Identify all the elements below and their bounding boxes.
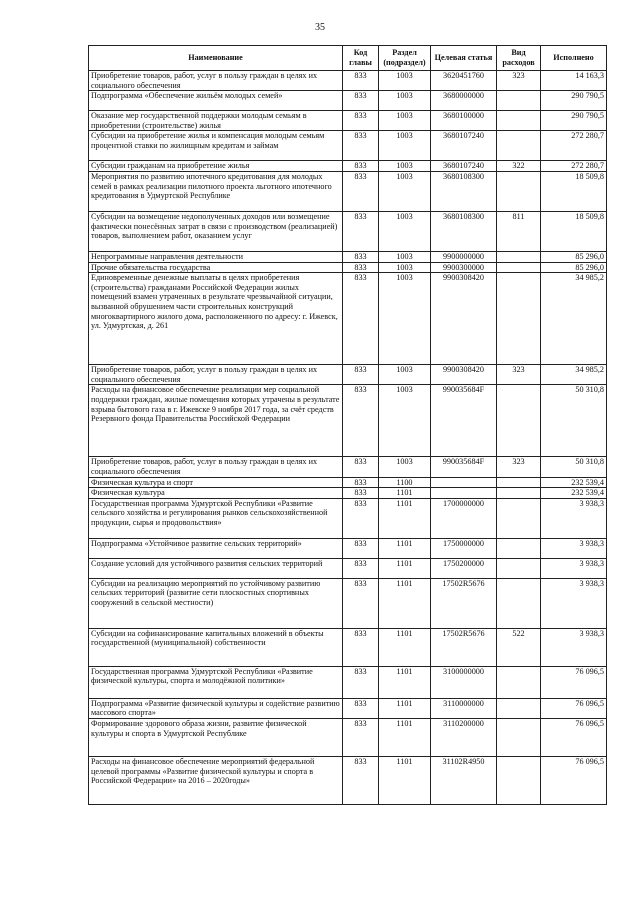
- table-row: [89, 698, 607, 718]
- row-type: [497, 273, 541, 365]
- row-amount: 76 096,5: [541, 666, 607, 698]
- row-type: [497, 131, 541, 161]
- table-row: [89, 131, 607, 161]
- row-name: Субсидии на реализацию мероприятий по устойчивому развитию сельских территорий (развитие сети плоскостных спортивных сооружений в сельской местности): [89, 578, 343, 628]
- table-row: [89, 365, 607, 385]
- row-section: 1101: [379, 666, 431, 698]
- row-code: 833: [343, 718, 379, 756]
- row-article: [431, 477, 497, 488]
- row-code: 833: [343, 457, 379, 477]
- row-name: Прочие обязательства государства: [89, 262, 343, 273]
- row-amount: 3 938,3: [541, 578, 607, 628]
- row-name: Физическая культура и спорт: [89, 477, 343, 488]
- row-article: 17502R5676: [431, 628, 497, 666]
- row-name: Субсидии гражданам на приобретение жилья: [89, 161, 343, 172]
- row-code: 833: [343, 698, 379, 718]
- row-section: 1003: [379, 262, 431, 273]
- row-amount: 50 310,8: [541, 385, 607, 457]
- row-type: [497, 756, 541, 804]
- row-type: [497, 666, 541, 698]
- row-type: [497, 718, 541, 756]
- row-article: 9900308420: [431, 273, 497, 365]
- row-code: 833: [343, 538, 379, 558]
- row-section: 1101: [379, 698, 431, 718]
- row-amount: 50 310,8: [541, 457, 607, 477]
- row-code: 833: [343, 628, 379, 666]
- row-article: 17502R5676: [431, 578, 497, 628]
- table-row: [89, 628, 607, 666]
- row-name: Государственная программа Удмуртской Республики «Развитие сельского хозяйства и регулирования рынков сельскохозяйственной продукции, сырья и продовольствия»: [89, 498, 343, 538]
- row-code: 833: [343, 262, 379, 273]
- row-type: [497, 498, 541, 538]
- row-amount: 232 539,4: [541, 477, 607, 488]
- row-amount: 76 096,5: [541, 698, 607, 718]
- row-name: Физическая культура: [89, 488, 343, 499]
- row-type: 322: [497, 161, 541, 172]
- row-amount: 3 938,3: [541, 498, 607, 538]
- row-article: 3620451760: [431, 71, 497, 91]
- header-section: Раздел (подраздел): [379, 46, 431, 71]
- row-type: 323: [497, 457, 541, 477]
- row-name: Мероприятия по развитию ипотечного кредитования для молодых семей в рамках реализации пилотного проекта льготного ипотечного кредитования в Удмуртской Республике: [89, 171, 343, 211]
- row-section: 1003: [379, 273, 431, 365]
- row-amount: 290 790,5: [541, 91, 607, 111]
- row-code: 833: [343, 385, 379, 457]
- row-article: 9900000000: [431, 251, 497, 262]
- row-type: 323: [497, 365, 541, 385]
- row-section: 1101: [379, 488, 431, 499]
- row-section: 1101: [379, 578, 431, 628]
- row-amount: 18 509,8: [541, 171, 607, 211]
- row-article: 9900300000: [431, 262, 497, 273]
- row-name: Подпрограмма «Обеспечение жильём молодых семей»: [89, 91, 343, 111]
- row-type: [497, 251, 541, 262]
- row-section: 1003: [379, 365, 431, 385]
- row-code: 833: [343, 91, 379, 111]
- row-article: 1750000000: [431, 538, 497, 558]
- table-row: [89, 111, 607, 131]
- row-section: 1003: [379, 131, 431, 161]
- row-code: 833: [343, 498, 379, 538]
- row-name: Оказание мер государственной поддержки молодым семьям в приобретении (строительстве) жилья: [89, 111, 343, 131]
- row-code: 833: [343, 71, 379, 91]
- table-row: [89, 71, 607, 91]
- table-row: [89, 262, 607, 273]
- row-section: 1100: [379, 477, 431, 488]
- row-article: 990035684F: [431, 457, 497, 477]
- row-code: 833: [343, 756, 379, 804]
- row-article: 3680100000: [431, 111, 497, 131]
- row-name: Непрограммные направления деятельности: [89, 251, 343, 262]
- row-amount: 272 280,7: [541, 161, 607, 172]
- row-amount: 290 790,5: [541, 111, 607, 131]
- page-number: 35: [315, 22, 325, 33]
- row-section: 1003: [379, 251, 431, 262]
- row-name: Субсидии на возмещение недополученных доходов или возмещение фактически понесённых затрат в связи с производством (реализацией) товаров, выполнением работ, оказанием услуг: [89, 211, 343, 251]
- row-name: Субсидии на приобретение жилья и компенсация молодым семьям процентной ставки по жилищным кредитам и займам: [89, 131, 343, 161]
- row-section: 1101: [379, 498, 431, 538]
- table-row: [89, 211, 607, 251]
- row-amount: 272 280,7: [541, 131, 607, 161]
- row-section: 1101: [379, 538, 431, 558]
- row-code: 833: [343, 578, 379, 628]
- row-amount: 34 985,2: [541, 365, 607, 385]
- row-section: 1003: [379, 457, 431, 477]
- row-type: [497, 385, 541, 457]
- row-article: 3110000000: [431, 698, 497, 718]
- row-type: [497, 538, 541, 558]
- row-section: 1101: [379, 756, 431, 804]
- row-name: Приобретение товаров, работ, услуг в пользу граждан в целях их социального обеспечения: [89, 365, 343, 385]
- row-amount: 76 096,5: [541, 718, 607, 756]
- row-name: Формирование здорового образа жизни, развитие физической культуры и спорта в Удмуртской Республике: [89, 718, 343, 756]
- row-name: Подпрограмма «Устойчивое развитие сельских территорий»: [89, 538, 343, 558]
- row-code: 833: [343, 251, 379, 262]
- row-section: 1003: [379, 71, 431, 91]
- row-amount: 3 938,3: [541, 558, 607, 578]
- row-amount: 34 985,2: [541, 273, 607, 365]
- table-row: [89, 558, 607, 578]
- table-header-row: [89, 46, 607, 71]
- row-article: 9900308420: [431, 365, 497, 385]
- row-type: [497, 262, 541, 273]
- table-row: [89, 578, 607, 628]
- row-article: 990035684F: [431, 385, 497, 457]
- row-type: [497, 477, 541, 488]
- row-amount: 18 509,8: [541, 211, 607, 251]
- table-row: [89, 498, 607, 538]
- header-article: Целевая статья: [431, 46, 497, 71]
- row-type: [497, 578, 541, 628]
- row-code: 833: [343, 171, 379, 211]
- row-code: 833: [343, 666, 379, 698]
- row-section: 1101: [379, 718, 431, 756]
- row-name: Приобретение товаров, работ, услуг в пользу граждан в целях их социального обеспечения: [89, 71, 343, 91]
- row-section: 1101: [379, 558, 431, 578]
- row-article: 3680108300: [431, 211, 497, 251]
- row-code: 833: [343, 558, 379, 578]
- table-row: [89, 171, 607, 211]
- row-section: 1101: [379, 628, 431, 666]
- row-name: Расходы на финансовое обеспечение мероприятий федеральной целевой программы «Развитие физической культуры и спорта в Российской Федерации» на 2016 – 2020годы»: [89, 756, 343, 804]
- row-section: 1003: [379, 111, 431, 131]
- header-type: Вид расходов: [497, 46, 541, 71]
- table-row: [89, 457, 607, 477]
- table-row: [89, 477, 607, 488]
- row-amount: 232 539,4: [541, 488, 607, 499]
- table-row: [89, 756, 607, 804]
- budget-table: [88, 45, 607, 805]
- row-article: 3680108300: [431, 171, 497, 211]
- table-row: [89, 718, 607, 756]
- row-name: Создание условий для устойчивого развития сельских территорий: [89, 558, 343, 578]
- row-code: 833: [343, 365, 379, 385]
- row-type: [497, 111, 541, 131]
- row-amount: 76 096,5: [541, 756, 607, 804]
- table-row: [89, 91, 607, 111]
- row-type: [497, 91, 541, 111]
- row-article: 31102R4950: [431, 756, 497, 804]
- table-row: [89, 488, 607, 499]
- table-row: [89, 666, 607, 698]
- table-row: [89, 251, 607, 262]
- row-type: 323: [497, 71, 541, 91]
- row-name: Расходы на финансовое обеспечение реализации мер социальной поддержки граждан, жилые помещения которых утрачены в результате взрыва бытового газа в г. Ижевске 9 ноября 2017 года, за счёт средств Резервного фонда Правительства Российской Федерации: [89, 385, 343, 457]
- row-article: 3680107240: [431, 131, 497, 161]
- row-type: [497, 698, 541, 718]
- row-article: 3680000000: [431, 91, 497, 111]
- row-article: 3100000000: [431, 666, 497, 698]
- table-body: [89, 71, 607, 805]
- row-type: 522: [497, 628, 541, 666]
- row-section: 1003: [379, 171, 431, 211]
- row-name: Подпрограмма «Развитие физической культуры и содействие развитию массового спорта»: [89, 698, 343, 718]
- row-amount: 85 296,0: [541, 262, 607, 273]
- row-name: Субсидии на софинансирование капитальных вложений в объекты государственной (муниципальной) собственности: [89, 628, 343, 666]
- table-row: [89, 273, 607, 365]
- row-type: [497, 488, 541, 499]
- header-code: Код главы: [343, 46, 379, 71]
- row-name: Государственная программа Удмуртской Республики «Развитие физической культуры, спорта и молодёжной политики»: [89, 666, 343, 698]
- row-name: Единовременные денежные выплаты в целях приобретения (строительства) гражданами Российской Федерации жилых помещений взамен утраченных в результате чрезвычайной ситуации, вызванной обрушением части строительных конструкций многоквартирного жилого дома, расположенного по адресу: г. Ижевск, ул. Удмуртская, д. 261: [89, 273, 343, 365]
- table-row: [89, 161, 607, 172]
- row-article: [431, 488, 497, 499]
- row-amount: 14 163,3: [541, 71, 607, 91]
- row-type: [497, 558, 541, 578]
- row-article: 3680107240: [431, 161, 497, 172]
- row-section: 1003: [379, 161, 431, 172]
- header-amount: Исполнено: [541, 46, 607, 71]
- row-section: 1003: [379, 385, 431, 457]
- header-name: Наименование: [89, 46, 343, 71]
- row-amount: 85 296,0: [541, 251, 607, 262]
- row-type: 811: [497, 211, 541, 251]
- row-section: 1003: [379, 211, 431, 251]
- row-code: 833: [343, 477, 379, 488]
- row-name: Приобретение товаров, работ, услуг в пользу граждан в целях их социального обеспечения: [89, 457, 343, 477]
- row-amount: 3 938,3: [541, 628, 607, 666]
- row-amount: 3 938,3: [541, 538, 607, 558]
- row-article: 1750200000: [431, 558, 497, 578]
- row-code: 833: [343, 273, 379, 365]
- row-article: 3110200000: [431, 718, 497, 756]
- row-type: [497, 171, 541, 211]
- table-row: [89, 385, 607, 457]
- row-code: 833: [343, 211, 379, 251]
- row-code: 833: [343, 131, 379, 161]
- row-code: 833: [343, 111, 379, 131]
- row-code: 833: [343, 488, 379, 499]
- table-row: [89, 538, 607, 558]
- row-code: 833: [343, 161, 379, 172]
- row-article: 1700000000: [431, 498, 497, 538]
- row-section: 1003: [379, 91, 431, 111]
